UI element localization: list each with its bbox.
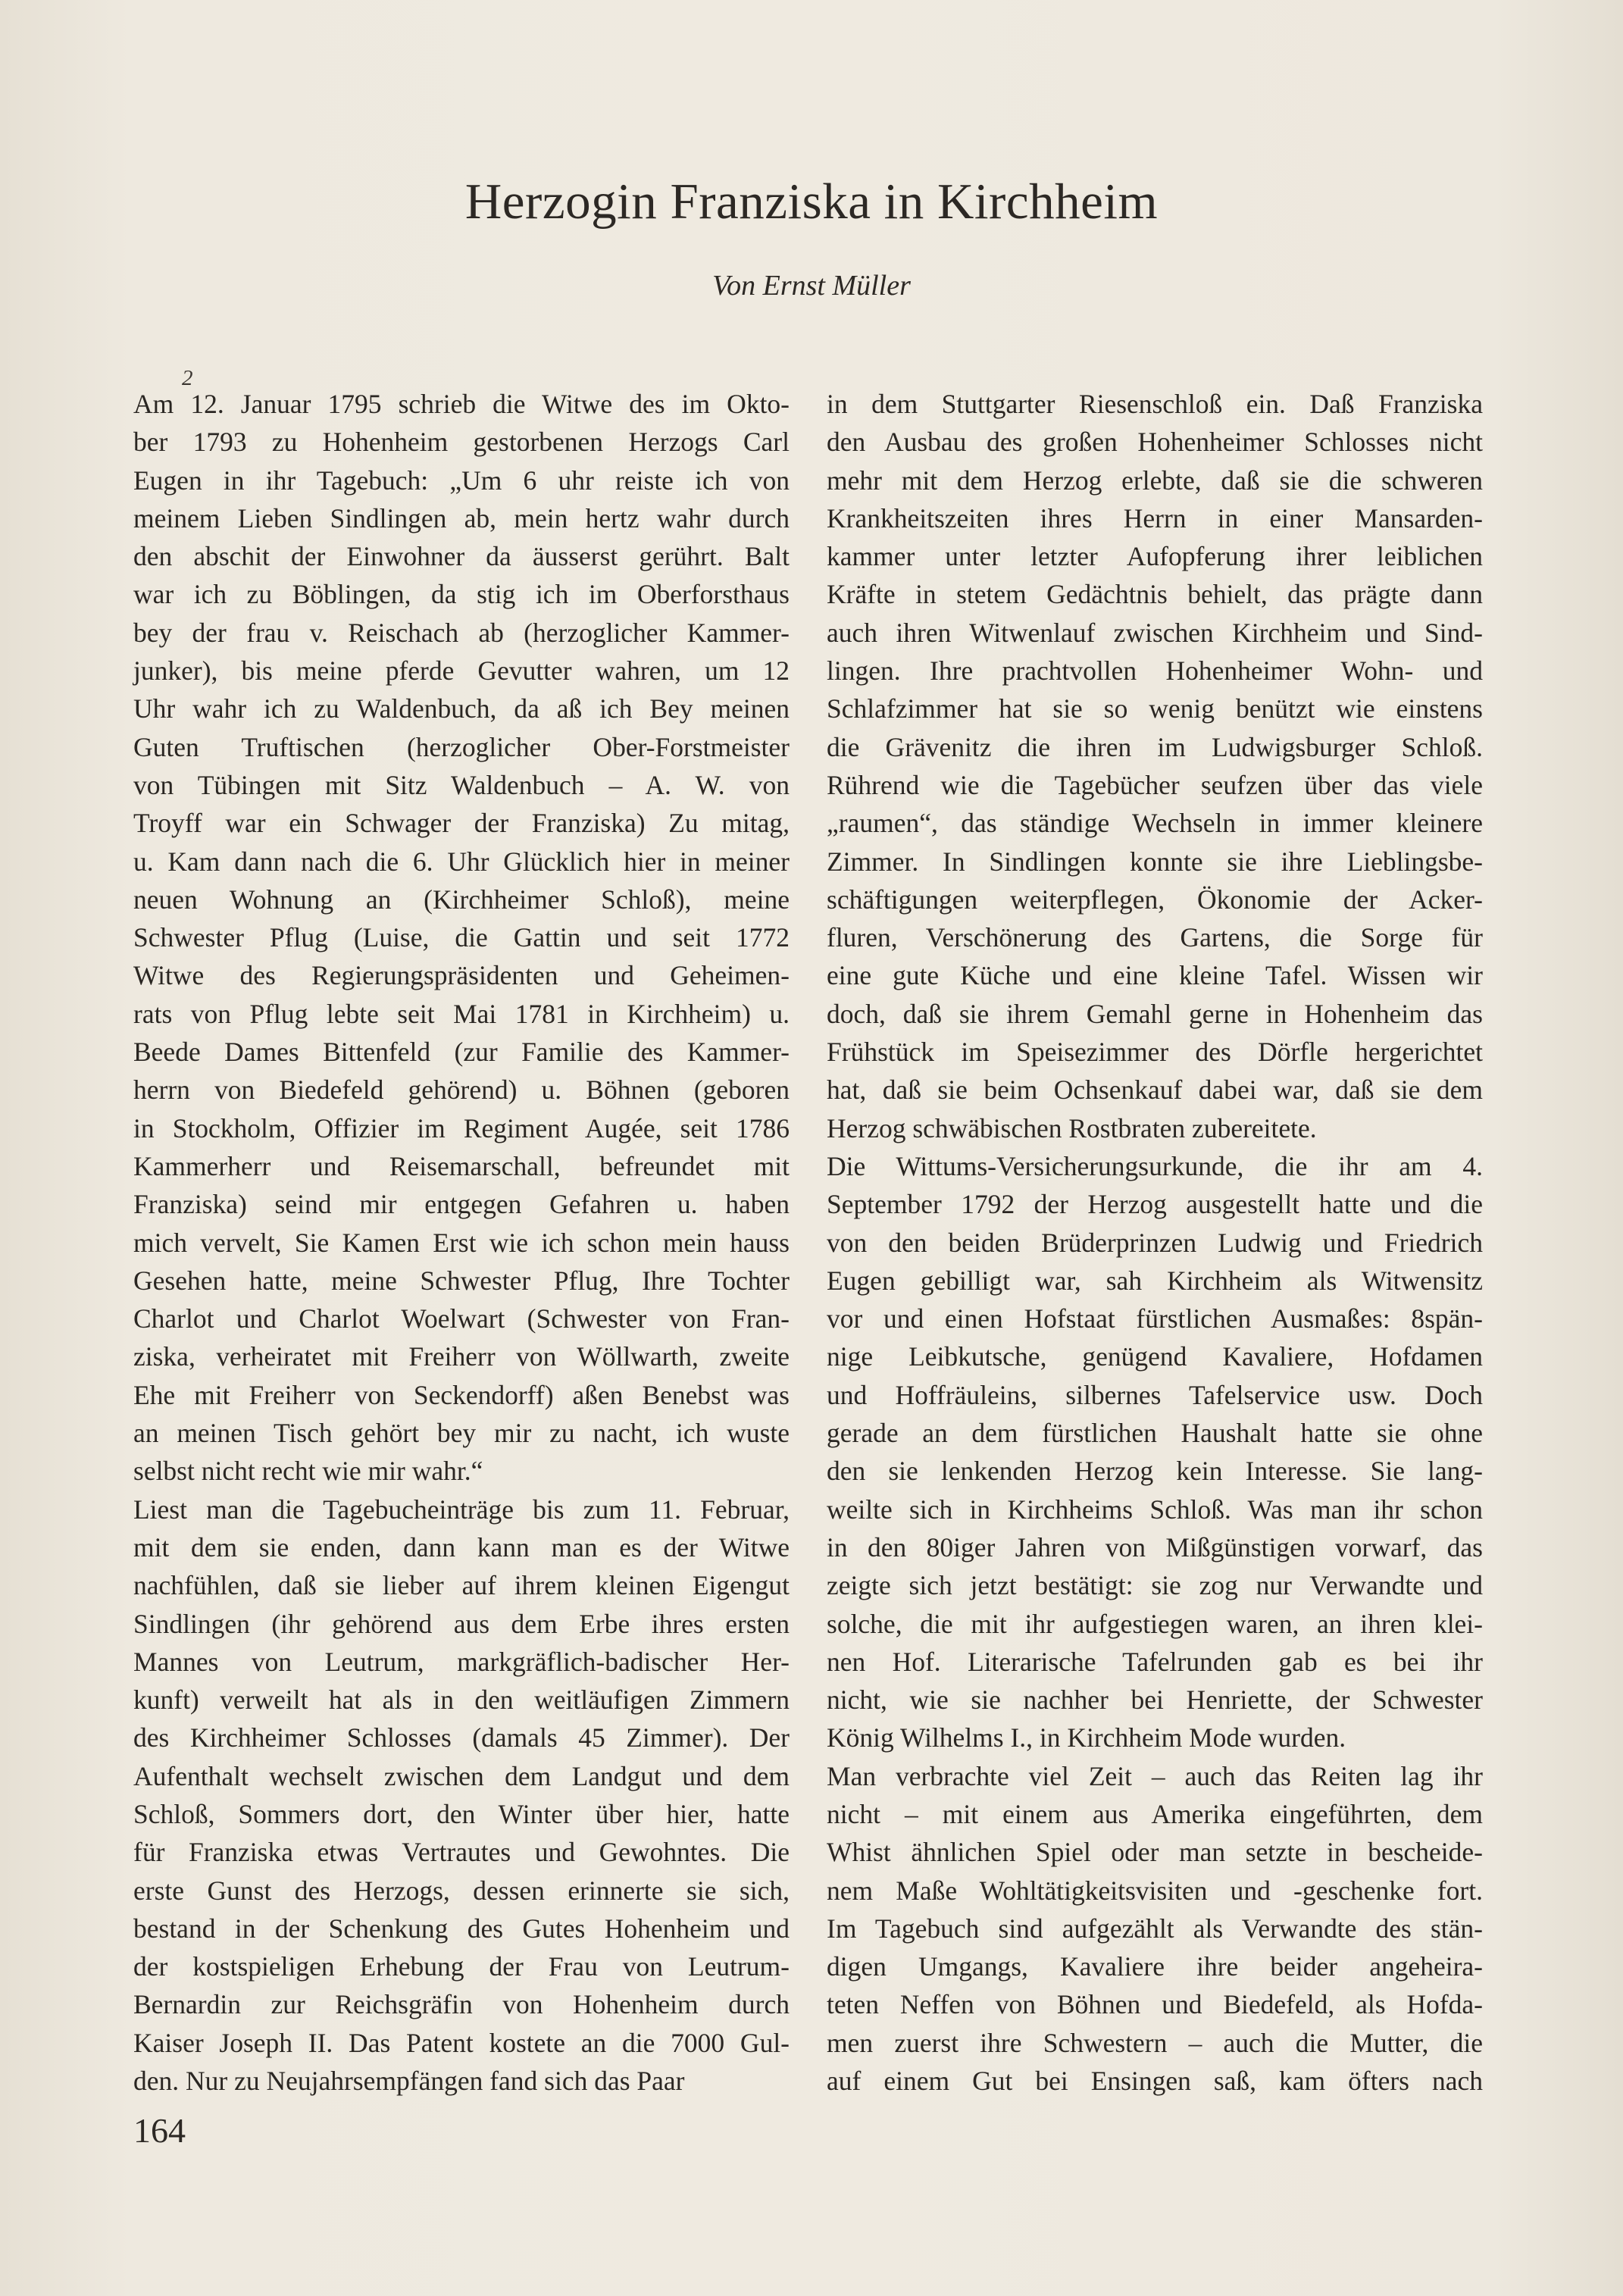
right-column-line: nige Leibkutsche, genügend Kavaliere, Hofdamen xyxy=(827,1341,1483,1372)
right-column-line: nicht – mit einem aus Amerika eingeführten, dem xyxy=(827,1798,1483,1829)
right-column-line: auf einem Gut bei Ensingen saß, kam öfters nach xyxy=(827,2066,1483,2097)
left-column-line: von Tübingen mit Sitz Waldenbuch – A. W. von xyxy=(133,769,790,800)
right-column-line: digen Umgangs, Kavaliere ihre beider angeheira- xyxy=(827,1951,1483,1982)
left-column-line: an meinen Tisch gehört bey mir zu nacht, ich wuste xyxy=(133,1418,790,1449)
right-column-line: „raumen“, das ständige Wechseln in immer kleinere xyxy=(827,808,1483,839)
right-column-line: hat, daß sie beim Ochsenkauf dabei war, daß sie dem xyxy=(827,1074,1483,1106)
left-column-line: Franziska) seind mir entgegen Gefahren u. haben xyxy=(133,1189,790,1220)
left-column-line: Guten Truftischen (herzoglicher Ober-Forstmeister xyxy=(133,731,790,762)
right-column-line: von den beiden Brüderprinzen Ludwig und Friedrich xyxy=(827,1227,1483,1258)
right-column-line: solche, die mit ihr aufgestiegen waren, an ihren klei- xyxy=(827,1608,1483,1639)
left-column-line: rats von Pflug lebte seit Mai 1781 in Kirchheim) u. xyxy=(133,998,790,1029)
page-title: Herzogin Franziska in Kirchheim xyxy=(464,174,1159,230)
author-byline: Von Ernst Müller xyxy=(712,270,911,302)
page-number: 164 xyxy=(133,2111,186,2150)
right-column-line: eine gute Küche und eine kleine Tafel. Wissen wir xyxy=(827,960,1483,991)
left-column-line: bey der frau v. Reischach ab (herzoglicher Kammer- xyxy=(133,617,790,648)
right-column-line: gerade an dem fürstlichen Haushalt hatte sie ohne xyxy=(827,1418,1483,1449)
left-column-line: erste Gunst des Herzogs, dessen erinnerte sie sich, xyxy=(133,1875,790,1906)
left-column-line: bestand in der Schenkung des Gutes Hohenheim und xyxy=(133,1913,790,1944)
left-column-line: Beede Dames Bittenfeld (zur Familie des Kammer- xyxy=(133,1037,790,1068)
right-column-line: Krankheitszeiten ihres Herrn in einer Mansarden- xyxy=(827,502,1483,533)
right-column-line: mehr mit dem Herzog erlebte, daß sie die schweren xyxy=(827,465,1483,496)
left-column-line: den abschit der Einwohner da äusserst gerührt. Balt xyxy=(133,541,790,572)
right-column-line: Rührend wie die Tagebücher seufzen über das viele xyxy=(827,769,1483,800)
right-column-line: kammer unter letzter Aufopferung ihrer leiblichen xyxy=(827,541,1483,572)
right-column-line: lingen. Ihre prachtvollen Hohenheimer Wohn- und xyxy=(827,655,1483,687)
left-column-line: nachfühlen, daß sie lieber auf ihrem kleinen Eigengut xyxy=(133,1570,790,1601)
left-column-line: Kaiser Joseph II. Das Patent kostete an die 7000 Gul- xyxy=(133,2027,790,2058)
right-column-line: in den 80iger Jahren von Mißgünstigen vorwarf, das xyxy=(827,1531,1483,1562)
left-column-line: für Franziska etwas Vertrautes und Gewohntes. Die xyxy=(133,1837,790,1868)
left-column-line: Am 12. Januar 1795 schrieb die Witwe des im Okto- xyxy=(133,389,790,419)
left-column-line: kunft) verweilt hat als in den weitläufigen Zimmern xyxy=(133,1684,790,1716)
left-column-line: mich vervelt, Sie Kamen Erst wie ich schon mein hauss xyxy=(133,1227,790,1258)
left-column-line: Liest man die Tagebucheinträge bis zum 11. Februar, xyxy=(133,1494,790,1525)
right-column-line: weilte sich in Kirchheims Schloß. Was man ihr schon xyxy=(827,1494,1483,1525)
left-column-line: Eugen in ihr Tagebuch: „Um 6 uhr reiste ich von xyxy=(133,465,790,496)
right-text-column xyxy=(827,385,1483,2100)
right-column-line: Frühstück im Speisezimmer des Dörfle hergerichtet xyxy=(827,1037,1483,1068)
left-column-line: meinem Lieben Sindlingen ab, mein hertz wahr durch xyxy=(133,502,790,533)
right-column-line: zeigte sich jetzt bestätigt: sie zog nur Verwandte und xyxy=(827,1570,1483,1601)
left-column-line: Bernardin zur Reichsgräfin von Hohenheim durch xyxy=(133,1989,790,2020)
right-column-line: vor und einen Hofstaat fürstlichen Ausmaßes: 8spän- xyxy=(827,1303,1483,1334)
right-column-line: Schlafzimmer hat sie so wenig benützt wie einstens xyxy=(827,693,1483,724)
left-column-line: Sindlingen (ihr gehörend aus dem Erbe ihres ersten xyxy=(133,1608,790,1639)
left-column-line: Charlot und Charlot Woelwart (Schwester von Fran- xyxy=(133,1303,790,1334)
left-column-line: war ich zu Böblingen, da stig ich im Oberforsthaus xyxy=(133,579,790,610)
right-column-line: Herzog schwäbischen Rostbraten zubereitete. xyxy=(827,1112,1317,1143)
right-column-line: schäftigungen weiterpflegen, Ökonomie der Acker- xyxy=(827,884,1483,915)
left-column-line: mit dem sie enden, dann kann man es der Witwe xyxy=(133,1531,790,1562)
right-column-line: September 1792 der Herzog ausgestellt hatte und die xyxy=(827,1189,1483,1220)
left-column-line: Witwe des Regierungspräsidenten und Geheimen- xyxy=(133,960,790,991)
right-column-line: fluren, Verschönerung des Gartens, die Sorge für xyxy=(827,922,1483,953)
right-column-line: nem Maße Wohltätigkeitsvisiten und -geschenke fort. xyxy=(827,1875,1483,1906)
right-column-line: men zuerst ihre Schwestern – auch die Mutter, die xyxy=(827,2027,1483,2058)
left-column-line: Mannes von Leutrum, markgräflich-badischer Her- xyxy=(133,1646,790,1677)
left-column-line: den. Nur zu Neujahrsempfängen fand sich das Paar xyxy=(133,2066,685,2097)
left-column-line: Aufenthalt wechselt zwischen dem Landgut und dem xyxy=(133,1760,790,1791)
right-column-line: teten Neffen von Böhnen und Biedefeld, als Hofda- xyxy=(827,1989,1483,2020)
left-column-line: selbst nicht recht wie mir wahr.“ xyxy=(133,1456,483,1487)
left-column-line: Uhr wahr ich zu Waldenbuch, da aß ich Bey meinen xyxy=(133,693,790,724)
left-column-line: ziska, verheiratet mit Freiherr von Wöllwarth, zweite xyxy=(133,1341,790,1372)
right-column-line: Eugen gebilligt war, sah Kirchheim als Witwensitz xyxy=(827,1265,1483,1296)
right-column-line: doch, daß sie ihrem Gemahl gerne in Hohenheim das xyxy=(827,998,1483,1029)
right-column-line: Kräfte in stetem Gedächtnis behielt, das prägte dann xyxy=(827,579,1483,610)
right-column-line: Whist ähnlichen Spiel oder man setzte in bescheide- xyxy=(827,1837,1483,1868)
right-column-line: nen Hof. Literarische Tafelrunden gab es bei ihr xyxy=(827,1646,1483,1677)
left-column-line: der kostspieligen Erhebung der Frau von Leutrum- xyxy=(133,1951,790,1982)
right-column-line: Man verbrachte viel Zeit – auch das Reiten lag ihr xyxy=(827,1760,1483,1791)
left-column-line: in Stockholm, Offizier im Regiment Augée, seit 1786 xyxy=(133,1112,790,1143)
left-text-column xyxy=(133,385,790,2100)
left-column-line: ber 1793 zu Hohenheim gestorbenen Herzogs Carl xyxy=(133,427,790,458)
left-column-line: neuen Wohnung an (Kirchheimer Schloß), meine xyxy=(133,884,790,915)
right-column-line: König Wilhelms I., in Kirchheim Mode wurden. xyxy=(827,1722,1346,1753)
right-column-line: auch ihren Witwenlauf zwischen Kirchheim und Sind- xyxy=(827,617,1483,648)
left-column-line: Kammerherr und Reisemarschall, befreundet mit xyxy=(133,1150,790,1181)
left-column-line: Troyff war ein Schwager der Franziska) Zu mitag, xyxy=(133,808,790,839)
right-column-line: den Ausbau des großen Hohenheimer Schlosses nicht xyxy=(827,427,1483,458)
right-column-line: in dem Stuttgarter Riesenschloß ein. Daß Franziska xyxy=(827,389,1483,419)
left-column-line: Schloß, Sommers dort, den Winter über hier, hatte xyxy=(133,1798,790,1829)
handwritten-margin-note: 2 xyxy=(182,366,193,390)
left-column-line: junker), bis meine pferde Gevutter wahren, um 12 xyxy=(133,655,790,687)
left-column-line: herrn von Biedefeld gehörend) u. Böhnen (geboren xyxy=(133,1074,790,1106)
left-column-line: u. Kam dann nach die 6. Uhr Glücklich hier in meiner xyxy=(133,846,790,877)
left-column-line: Schwester Pflug (Luise, die Gattin und seit 1772 xyxy=(133,922,790,953)
right-column-line: und Hoffräuleins, silbernes Tafelservice usw. Doch xyxy=(827,1379,1483,1410)
left-column-line: Ehe mit Freiherr von Seckendorff) aßen Benebst was xyxy=(133,1379,790,1410)
right-column-line: Im Tagebuch sind aufgezählt als Verwandte des stän- xyxy=(827,1913,1483,1944)
right-column-line: Die Wittums-Versicherungsurkunde, die ihr am 4. xyxy=(827,1150,1483,1181)
right-column-line: nicht, wie sie nachher bei Henriette, der Schwester xyxy=(827,1684,1483,1716)
right-column-line: Zimmer. In Sindlingen konnte sie ihre Lieblingsbe- xyxy=(827,846,1483,877)
left-column-line: Gesehen hatte, meine Schwester Pflug, Ihre Tochter xyxy=(133,1265,790,1296)
left-column-line: des Kirchheimer Schlosses (damals 45 Zimmer). Der xyxy=(133,1722,790,1753)
right-column-line: den sie lenkenden Herzog kein Interesse. Sie lang- xyxy=(827,1456,1483,1487)
right-column-line: die Grävenitz die ihren im Ludwigsburger Schloß. xyxy=(827,731,1483,762)
